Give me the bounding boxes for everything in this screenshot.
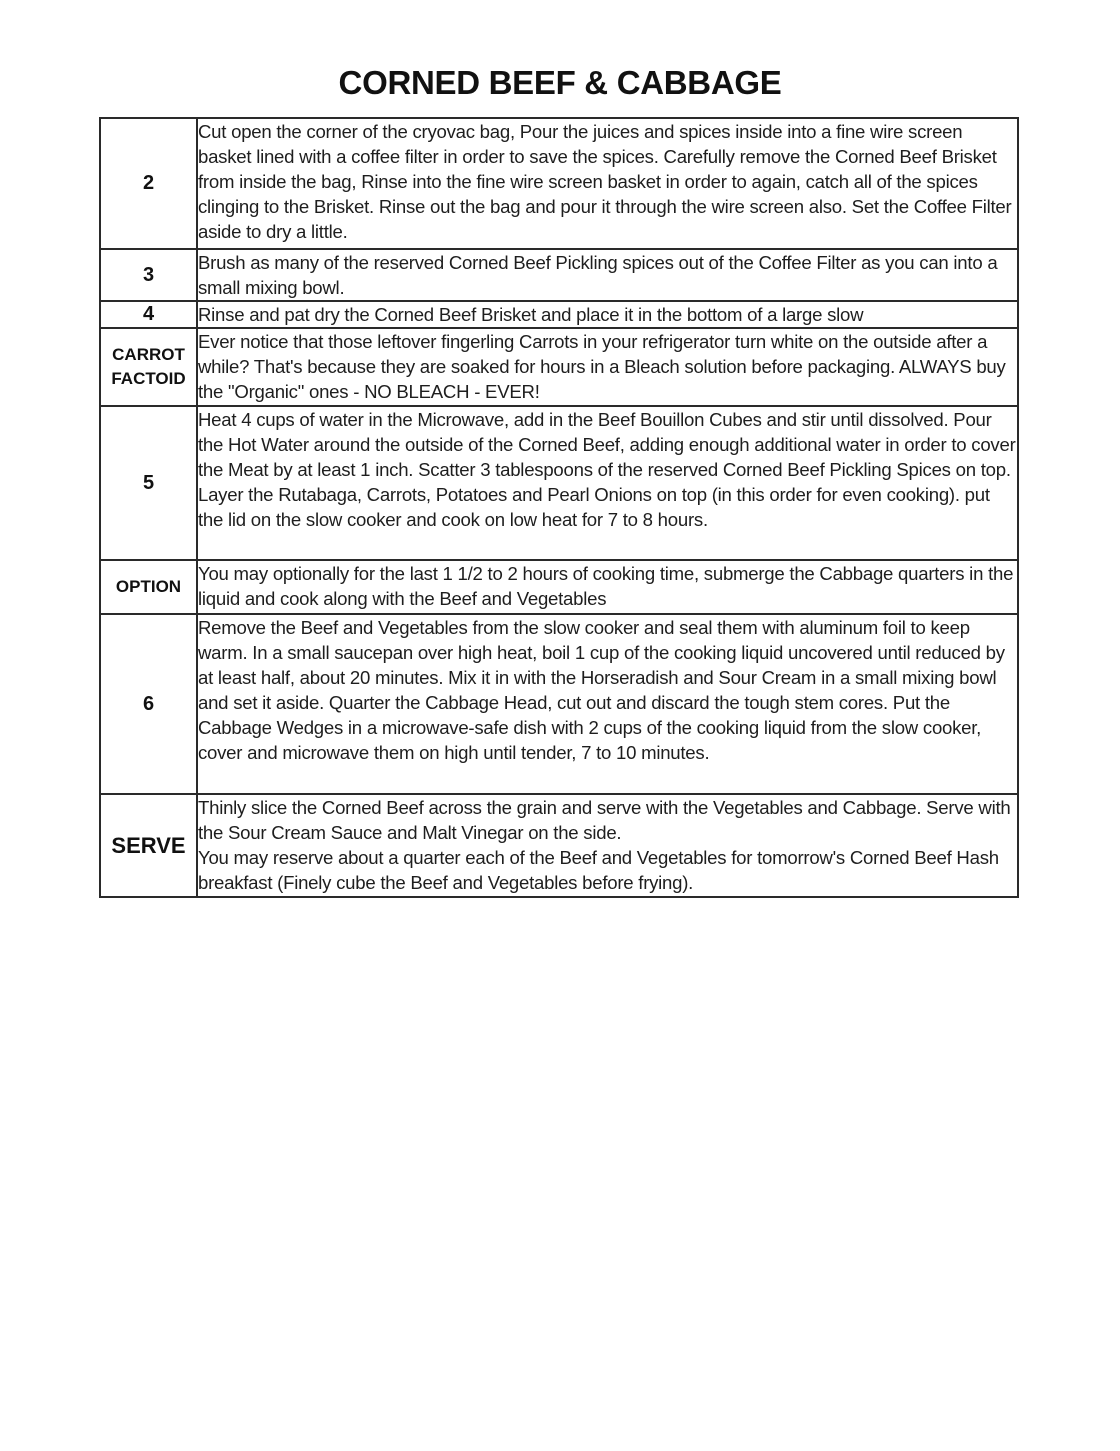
step-text: Brush as many of the reserved Corned Beef Pickling spices out of the Coffee Filter as you can into a small mixing bowl.: [197, 249, 1018, 301]
step-label: SERVE: [100, 794, 197, 897]
step-text: Ever notice that those leftover fingerling Carrots in your refrigerator turn white on the outside after a while? That's because they are soaked for hours in a Bleach solution before packaging. ALWAYS buy the "Organic" ones - NO BLEACH - EVER!: [197, 328, 1018, 406]
step-label-line: FACTOID: [111, 369, 186, 388]
table-row: [100, 328, 1018, 406]
step-text: Heat 4 cups of water in the Microwave, add in the Beef Bouillon Cubes and stir until dissolved. Pour the Hot Water around the outside of the Corned Beef, adding enough additional water in order to cover the Meat by at least 1 inch. Scatter 3 tablespoons of the reserved Corned Beef Pickling Spices on top. Layer the Rutabaga, Carrots, Potatoes and Pearl Onions on top (in this order for even cooking). put the lid on the slow cooker and cook on low heat for 7 to 8 hours.: [197, 406, 1018, 560]
step-text: Rinse and pat dry the Corned Beef Brisket and place it in the bottom of a large slow: [197, 301, 1018, 328]
recipe-steps-table: [99, 117, 1019, 898]
step-label-line: CARROT: [112, 345, 185, 364]
step-text: You may optionally for the last 1 1/2 to 2 hours of cooking time, submerge the Cabbage quarters in the liquid and cook along with the Beef and Vegetables: [197, 560, 1018, 614]
table-row: [100, 118, 1018, 249]
step-label: [100, 328, 197, 406]
step-text-paragraph: You may reserve about a quarter each of the Beef and Vegetables for tomorrow's Corned Beef Hash breakfast (Finely cube the Beef and Vegetables before frying).: [198, 847, 999, 893]
table-row: [100, 301, 1018, 328]
step-label: 2: [100, 118, 197, 249]
step-text-paragraph: Thinly slice the Corned Beef across the grain and serve with the Vegetables and Cabbage. Serve with the Sour Cream Sauce and Malt Vinegar on the side.: [198, 797, 1011, 843]
step-text: Cut open the corner of the cryovac bag, Pour the juices and spices inside into a fine wire screen basket lined with a coffee filter in order to save the spices. Carefully remove the Corned Beef Brisket from inside the bag, Rinse into the fine wire screen basket in order to again, catch all of the spices clinging to the Brisket. Rinse out the bag and pour it through the wire screen also. Set the Coffee Filter aside to dry a little.: [197, 118, 1018, 249]
table-row: [100, 614, 1018, 794]
step-label: 6: [100, 614, 197, 794]
step-text: Remove the Beef and Vegetables from the slow cooker and seal them with aluminum foil to keep warm. In a small saucepan over high heat, boil 1 cup of the cooking liquid uncovered until reduced by at least half, about 20 minutes. Mix it in with the Horseradish and Sour Cream in a small mixing bowl and set it aside. Quarter the Cabbage Head, cut out and discard the tough stem cores. Put the Cabbage Wedges in a microwave-safe dish with 2 cups of the cooking liquid from the slow cooker, cover and microwave them on high until tender, 7 to 10 minutes.: [197, 614, 1018, 794]
table-row: [100, 560, 1018, 614]
table-row: [100, 794, 1018, 897]
step-label: OPTION: [100, 560, 197, 614]
step-label: 5: [100, 406, 197, 560]
step-text: [197, 794, 1018, 897]
table-row: [100, 249, 1018, 301]
step-label: 4: [100, 301, 197, 328]
table-row: [100, 406, 1018, 560]
page-title: CORNED BEEF & CABBAGE: [338, 64, 782, 101]
step-label: 3: [100, 249, 197, 301]
